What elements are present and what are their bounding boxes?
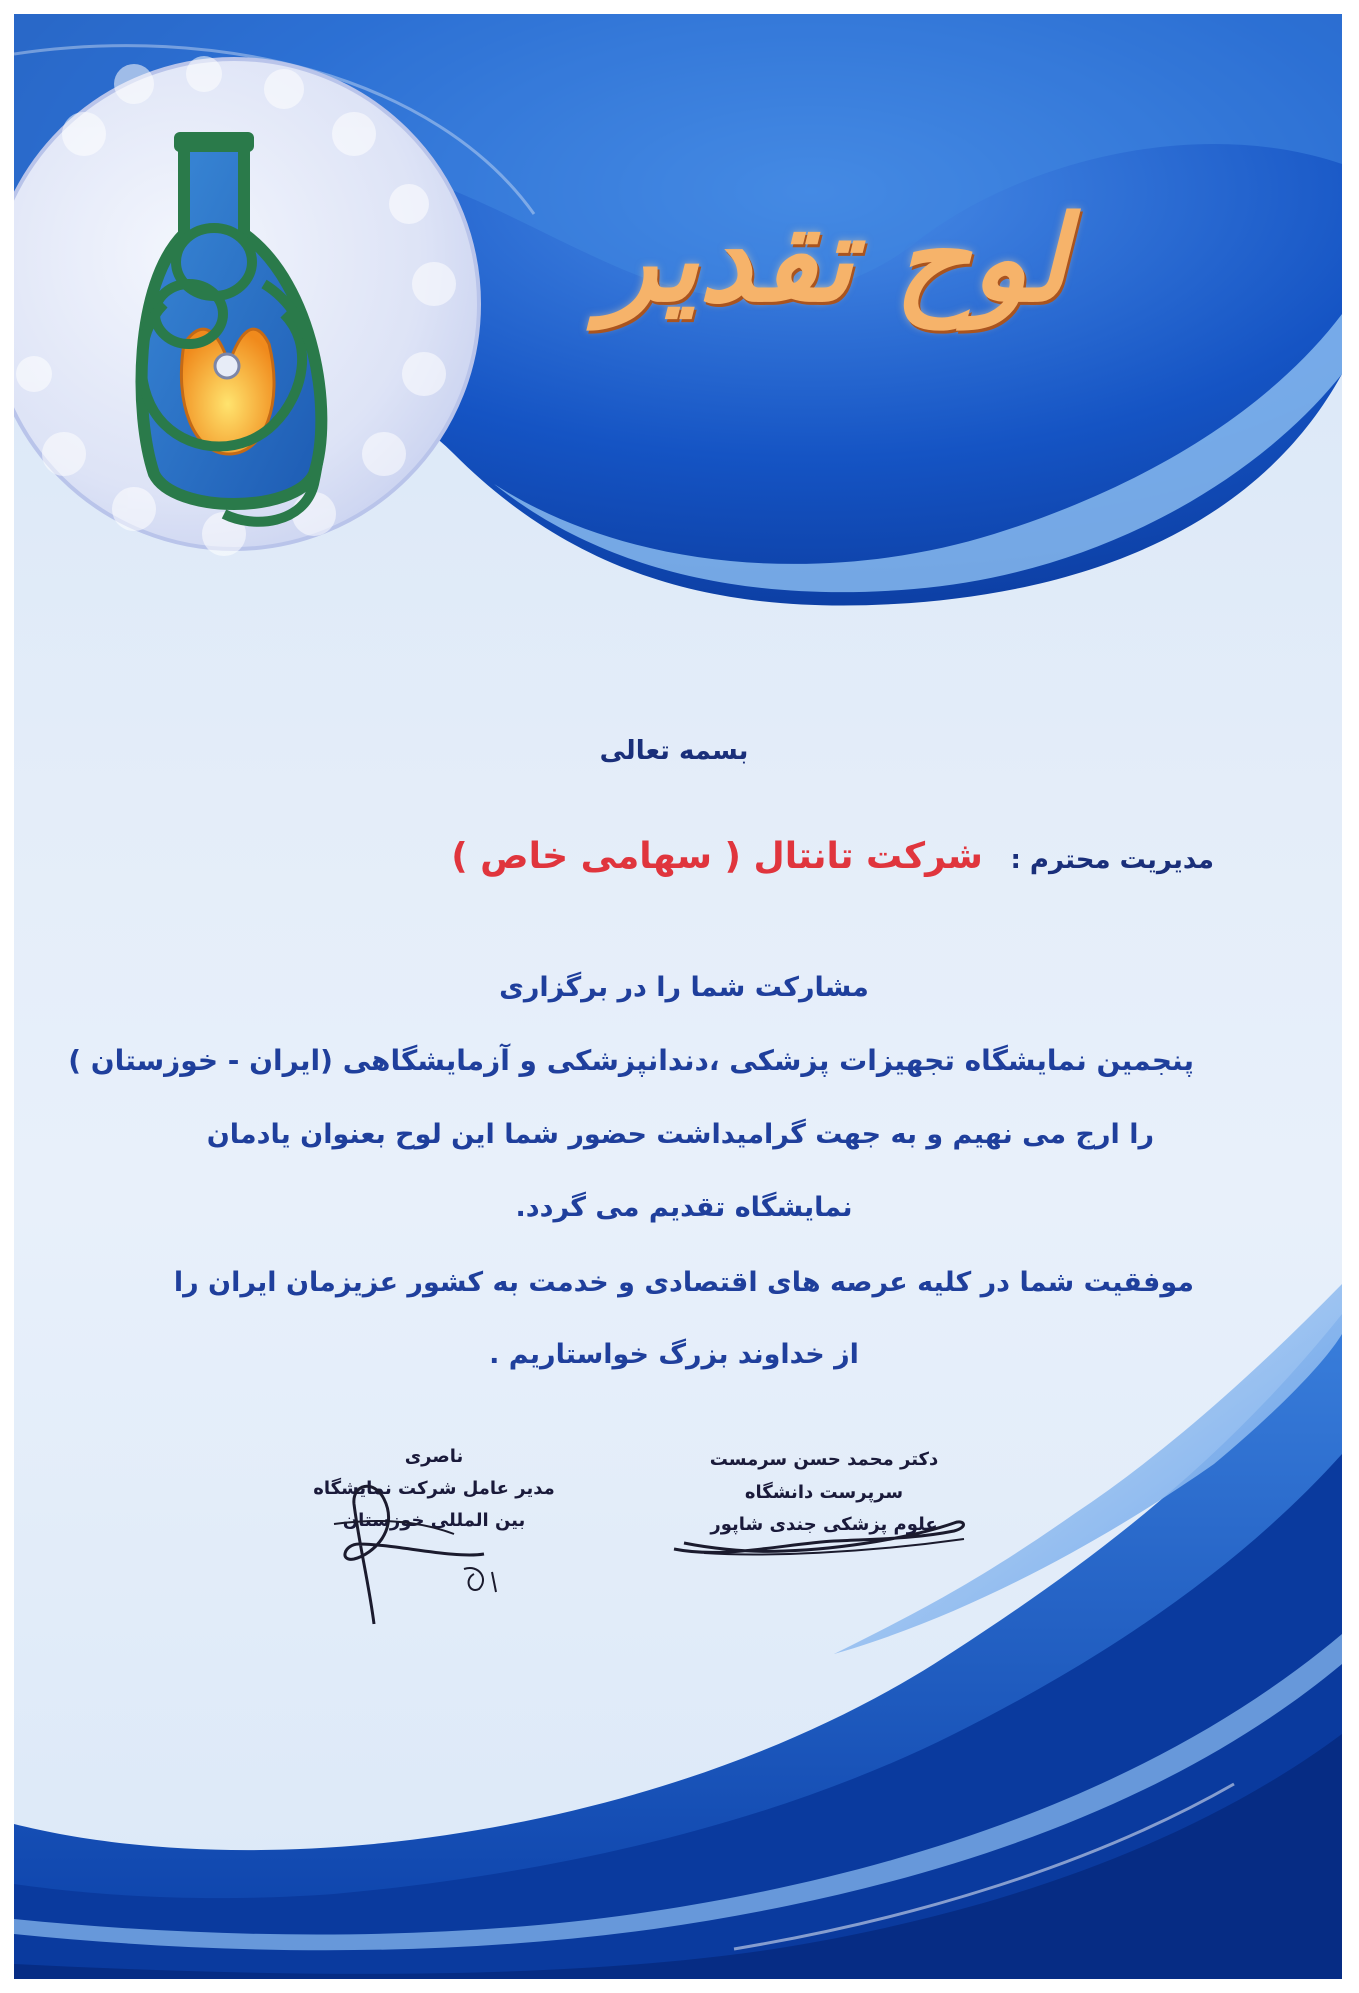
signatory-org: بین المللی خوزستان — [342, 1510, 526, 1531]
signatory-name: دکتر محمد حسن سرمست — [709, 1449, 939, 1470]
body-line: پنجمین نمایشگاه تجهیزات پزشکی ،دندانپزشکی و آزمایشگاهی (ایران - خوزستان ) — [68, 1044, 1194, 1077]
body-line: موفقیت شما در کلیه عرصه های اقتصادی و خدمت به کشور عزیزمان ایران را — [173, 1267, 1194, 1298]
recipient-line — [354, 836, 1214, 877]
recipient-prefix: مدیریت محترم : — [1010, 845, 1214, 875]
signatory-org: علوم پزشکی جندی شاپور — [710, 1514, 938, 1535]
handwritten-signature-right — [664, 1509, 984, 1569]
signatory-name: ناصری — [404, 1446, 464, 1467]
recipient-name: شرکت تانتال ( سهامی خاص ) — [451, 836, 983, 877]
salutation: بسمه تعالی — [599, 736, 749, 766]
body-line: را ارج می نهیم و به جهت گرامیداشت حضور شما این لوح بعنوان یادمان — [206, 1119, 1154, 1150]
certificate — [14, 14, 1342, 1979]
body-line: از خداوند بزرگ خواستاریم . — [489, 1339, 859, 1370]
certificate-title: لوح تقدیر — [600, 189, 1068, 328]
handwritten-signature-left — [314, 1464, 534, 1634]
body-line: نمایشگاه تقدیم می گردد. — [515, 1192, 853, 1223]
signatory-role: مدیر عامل شرکت نمایشگاه — [313, 1478, 555, 1499]
body-line: مشارکت شما را در برگزاری — [499, 972, 869, 1003]
signatory-role: سرپرست دانشگاه — [744, 1482, 904, 1503]
